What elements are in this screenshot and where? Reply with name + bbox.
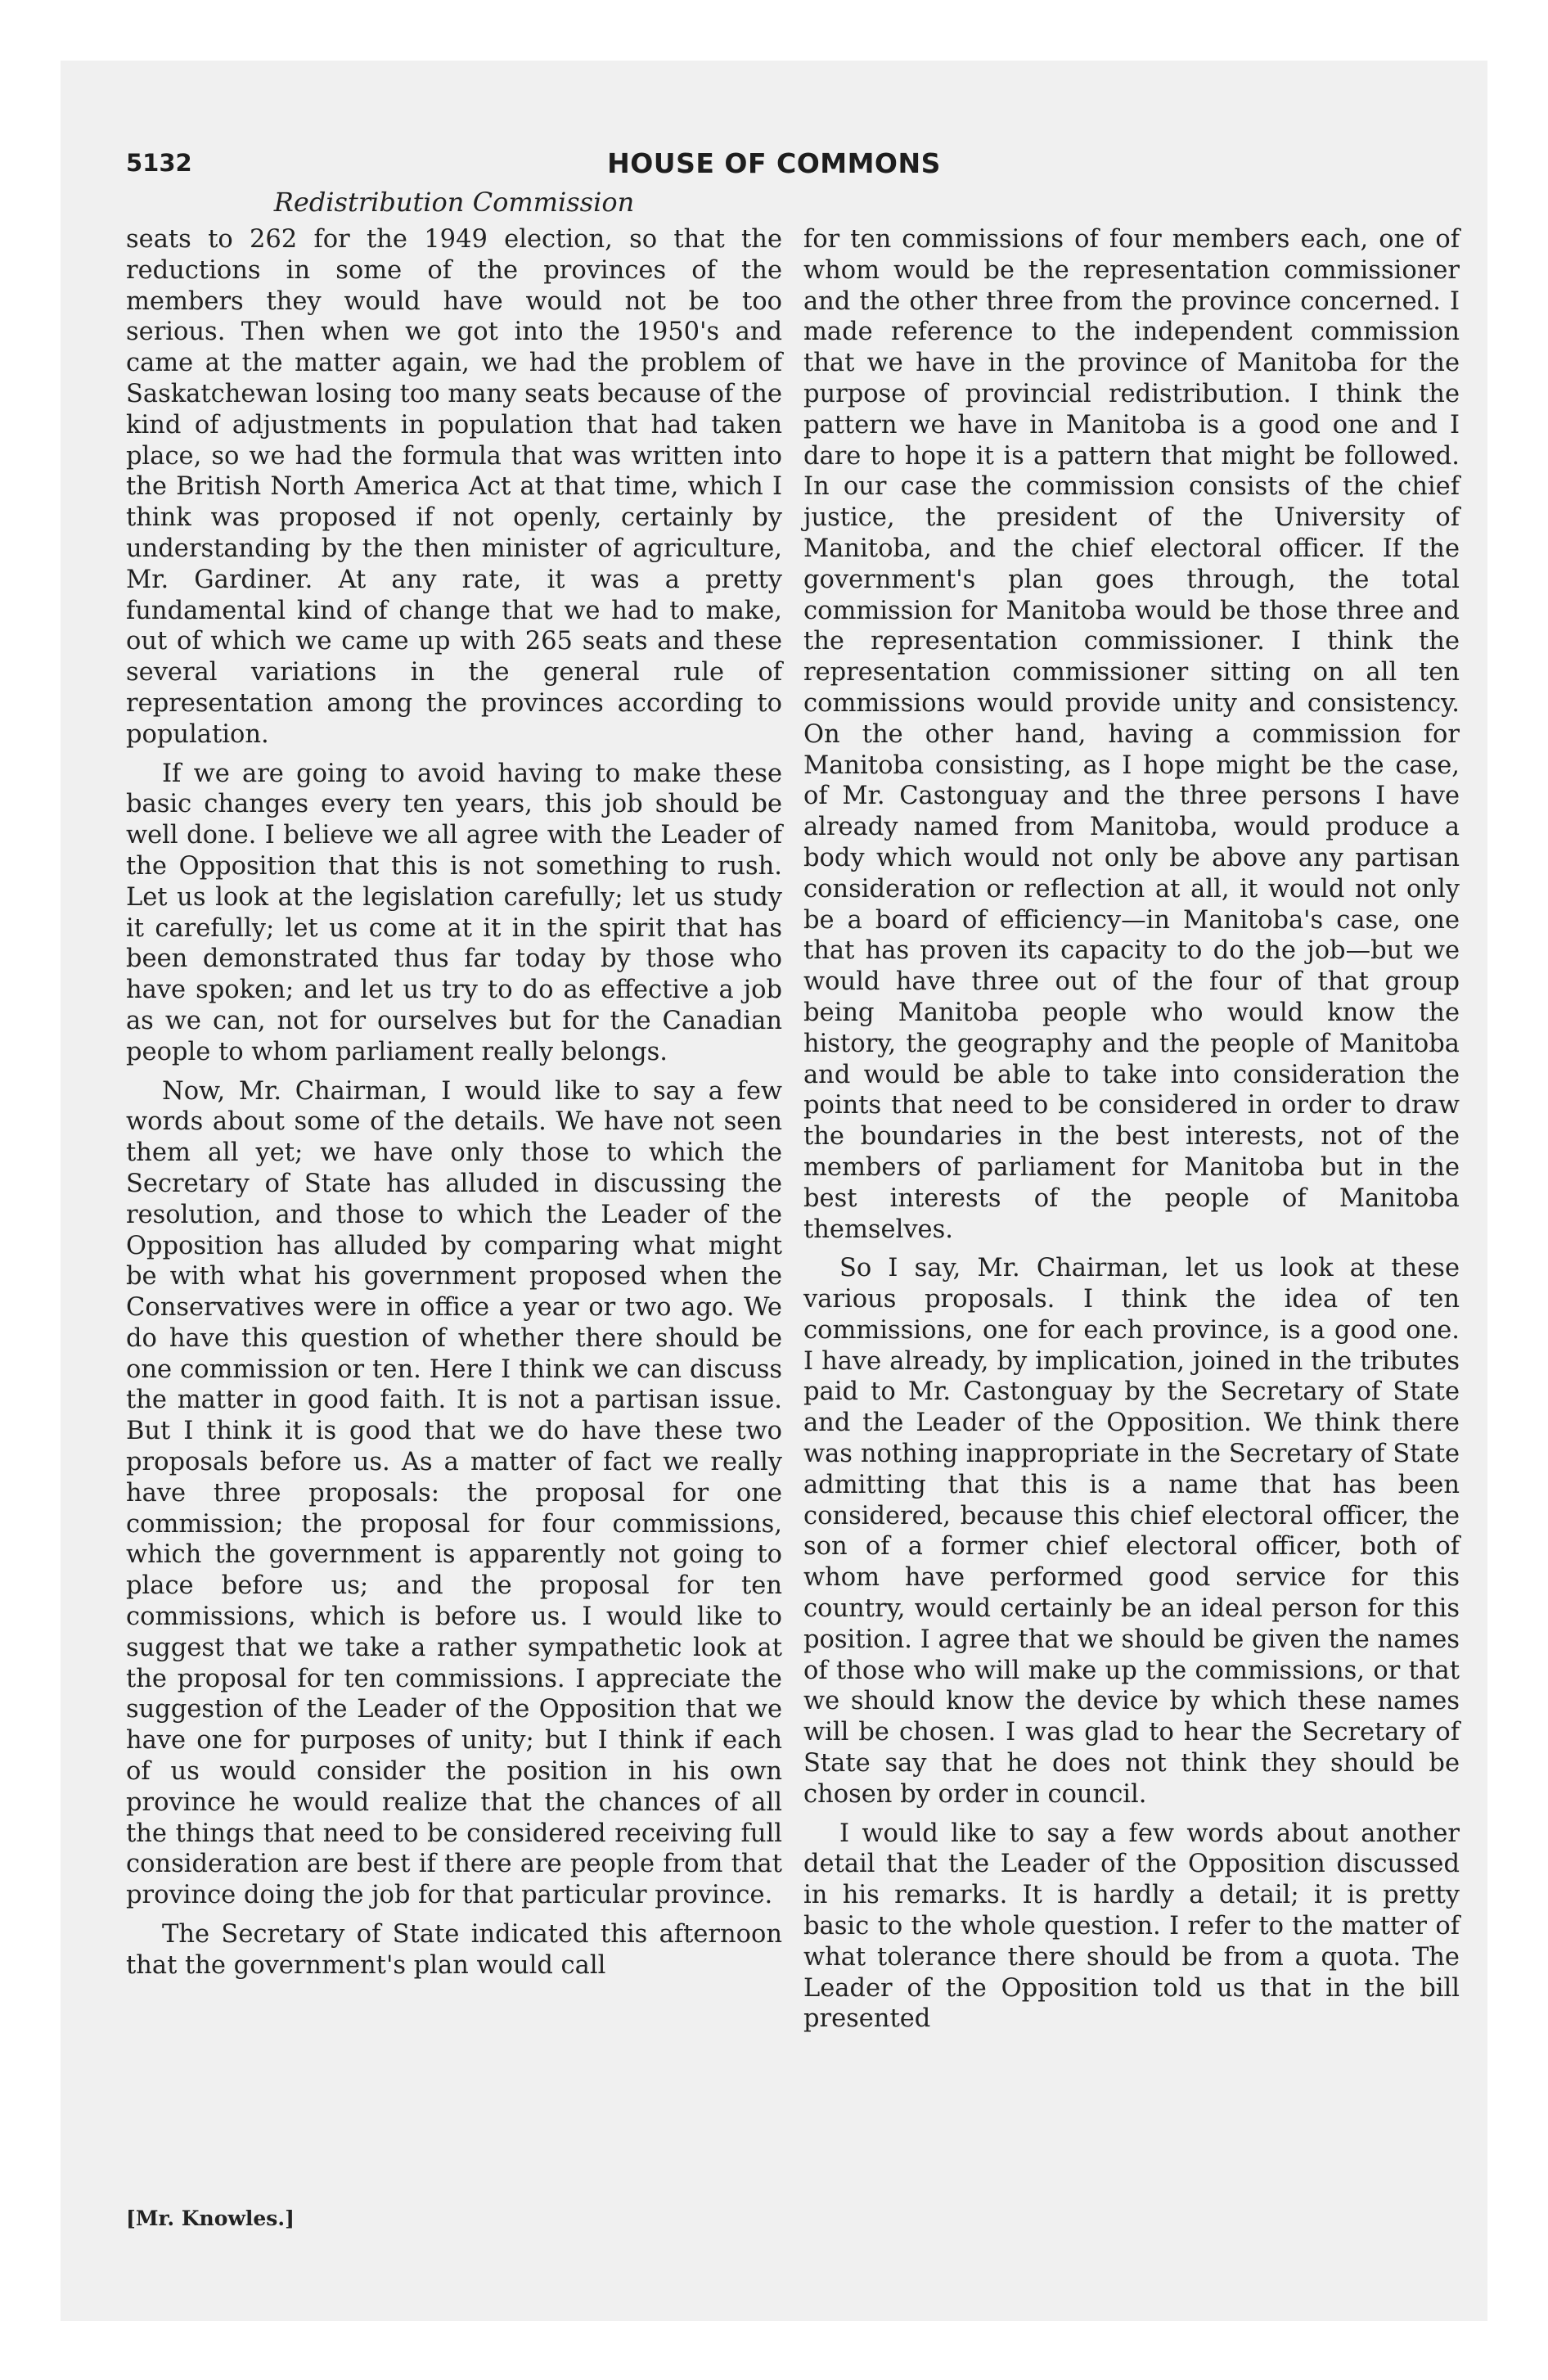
left-column [126, 224, 782, 2180]
paragraph: The Secretary of State indicated this afternoon that the government's plan would call [126, 1920, 782, 1980]
paragraph: So I say, Mr. Chairman, let us look at these various proposals. I think the idea of ten commissions, one for each province, is a good one. I have already, by implication, joined in the tributes paid to Mr. Castonguay by the Secretary of State and the Leader of the Opposition. We think there was nothing inappropriate in the Secretary of State admitting that this is a name that has been considered, because this chief electoral officer, the son of a former chief electoral officer, both of whom have performed good service for this country, would certainly be an ideal person for this position. I agree that we should be given the names of those who will make up the commissions, or that we should know the device by which these names will be chosen. I was glad to hear the Secretary of State say that he does not think they should be chosen by order in council. [803, 1254, 1460, 1809]
section-subheader: Redistribution Commission [273, 187, 635, 218]
page-number: 5132 [126, 149, 192, 177]
page-header: HOUSE OF COMMONS [607, 147, 941, 179]
paragraph: seats to 262 for the 1949 election, so that the reductions in some of the provinces of the members they would have would not be too serious. Then when we got into the 1950's and came at the matter again, we had the problem of Saskatchewan losing too many seats because of the kind of adjustments in population that had taken place, so we had the formula that was written into the British North America Act at that time, which I think was proposed if not openly, certainly by understanding by the then minister of agriculture, Mr. Gardiner. At any rate, it was a pretty fundamental kind of change that we had to make, out of which we came up with 265 seats and these several variations in the general rule of representation among the provinces according to population. [126, 225, 782, 749]
speaker-footer: [Mr. Knowles.] [126, 2206, 295, 2230]
paragraph: I would like to say a few words about another detail that the Leader of the Opposition discussed in his remarks. It is hardly a detail; it is pretty basic to the whole question. I refer to the matter of what tolerance there should be from a quota. The Leader of the Opposition told us that in the bill presented [803, 1819, 1460, 2034]
paragraph: for ten commissions of four members each, one of whom would be the representation commissioner and the other three from the province concerned. I made reference to the independent commission that we have in the province of Manitoba for the purpose of provincial redistribution. I think the pattern we have in Manitoba is a good one and I dare to hope it is a pattern that might be followed. In our case the commission consists of the chief justice, the president of the University of Manitoba, and the chief electoral officer. If the government's plan goes through, the total commission for Manitoba would be those three and the representation commissioner. I think the representation commissioner sitting on all ten commissions would provide unity and consistency. On the other hand, having a commission for Manitoba consisting, as I hope might be the case, of Mr. Castonguay and the three persons I have already named from Manitoba, would produce a body which would not only be above any partisan consideration or reflection at all, it would not only be a board of efficiency—in Manitoba's case, one that has proven its capacity to do the job—but we would have three out of the four of that group being Manitoba people who would know the history, the geography and the people of Manitoba and would be able to take into consideration the points that need to be considered in order to draw the boundaries in the best interests, not of the members of parliament for Manitoba but in the best interests of the people of Manitoba themselves. [803, 225, 1460, 1244]
right-column [803, 224, 1460, 2221]
paragraph: Now, Mr. Chairman, I would like to say a few words about some of the details. We have not seen them all yet; we have only those to which the Secretary of State has alluded in discussing the resolution, and those to which the Leader of the Opposition has alluded by comparing what might be with what his government proposed when the Conservatives were in office a year or two ago. We do have this question of whether there should be one commission or ten. Here I think we can discuss the matter in good faith. It is not a partisan issue. But I think it is good that we do have these two proposals before us. As a matter of fact we really have three proposals: the proposal for one commission; the proposal for four commissions, which the government is apparently not going to place before us; and the proposal for ten commissions, which is before us. I would like to suggest that we take a rather sympathetic look at the proposal for ten commissions. I appreciate the suggestion of the Leader of the Opposition that we have one for purposes of unity; but I think if each of us would consider the position in his own province he would realize that the chances of all the things that need to be considered receiving full consideration are best if there are people from that province doing the job for that particular province. [126, 1076, 782, 1910]
paragraph: If we are going to avoid having to make these basic changes every ten years, this job should be well done. I believe we all agree with the Leader of the Opposition that this is not something to rush. Let us look at the legislation carefully; let us study it carefully; let us come at it in the spirit that has been demonstrated thus far today by those who have spoken; and let us try to do as effective a job as we can, not for ourselves but for the Canadian people to whom parliament really belongs. [126, 759, 782, 1066]
